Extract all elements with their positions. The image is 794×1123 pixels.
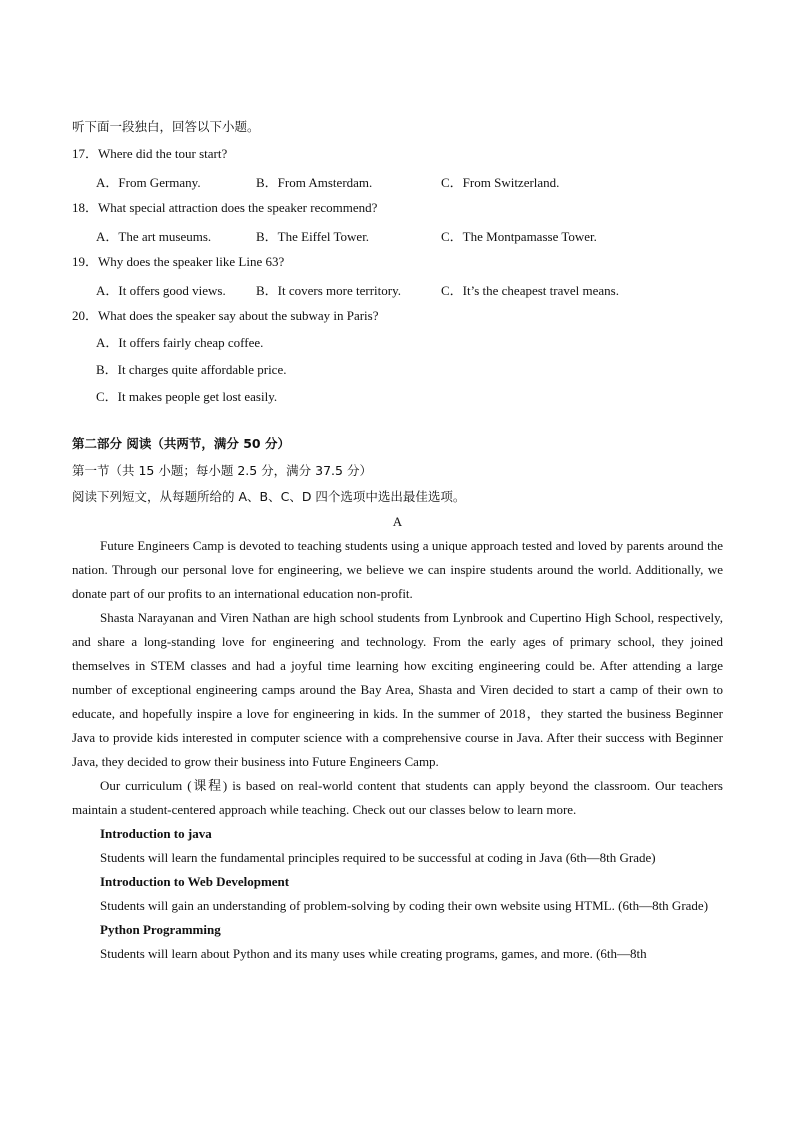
course-title: Python Programming [100,922,221,937]
course-description: Students will learn about Python and its many uses while creating programs, games, and more. (6th—8th [100,946,647,961]
course-title: Introduction to Web Development [100,874,290,889]
course-description: Students will learn the fundamental principles required to be successful at coding in Java (6th—8th Grade) [100,850,656,865]
listening-intro: 听下面一段独白，回答以下小题。 [72,119,260,134]
course-description: Students will gain an understanding of problem-solving by coding their own website using HTML. (6th—8th Grade) [100,898,709,913]
option-b: B．It charges quite affordable price. [96,362,287,377]
option-b: B．From Amsterdam. [256,175,373,190]
option-c: C．It’s the cheapest travel means. [441,283,619,298]
option-a: A．It offers good views. [96,283,226,298]
option-a: A．The art museums. [96,229,212,244]
course-title: Introduction to java [100,826,212,841]
question-19-options [72,280,723,298]
question-19: 19．Why does the speaker like Line 63? [72,254,285,269]
option-b: B．The Eiffel Tower. [256,229,370,244]
option-c: C．It makes people get lost easily. [96,389,278,404]
paragraph: Shasta Narayanan and Viren Nathan are high school students from Lynbrook and Cupertino High School, respectively, and share a long-standing love for engineering and technology. From the early ages of primary school, they joined themselves in STEM classes and had a joyful time learning how exciting engineering could be. After attending a large number of exceptional engineering camps around the Bay Area, Shasta and Viren decided to start a camp of their own to educate, and hopefully inspire a love for engineering in kids. In the summer of 2018，they started the business Beginner Java to provide kids interested in computer science with a comprehensive course in Java. After their success with Beginner Java, they decided to grow their business into Future Engineers Camp. [72,610,723,769]
option-a: A．From Germany. [96,175,201,190]
question-20: 20．What does the speaker say about the subway in Paris? [72,308,379,323]
option-c: C．From Switzerland. [441,175,560,190]
question-18-options [72,226,723,244]
question-18: 18．What special attraction does the speaker recommend? [72,200,378,215]
option-b: B．It covers more territory. [256,283,401,298]
paragraph: Our curriculum (课程) is based on real-world content that students can apply beyond the classroom. Our teachers maintain a student-centered approach while teaching. Check out our classes below to learn more. [72,778,723,817]
part-title: 第二部分 阅读（共两节，满分 50 分） [72,436,290,451]
question-17: 17．Where did the tour start? [72,146,228,161]
section-title: 第一节（共 15 小题；每小题 2.5 分，满分 37.5 分） [72,463,372,478]
reading-instruction: 阅读下列短文，从每题所给的 A、B、C、D 四个选项中选出最佳选项。 [72,489,466,504]
question-17-options [72,172,723,190]
exam-page [72,118,723,966]
option-c: C．The Montpamasse Tower. [441,229,597,244]
paragraph: Future Engineers Camp is devoted to teaching students using a unique approach tested and loved by parents around the nation. Through our personal love for engineering, we believe we can inspire students around the world. Additionally, we donate part of our profits to an international education non-profit. [72,538,723,601]
passage-label: A [392,514,403,529]
option-a: A．It offers fairly cheap coffee. [96,335,264,350]
